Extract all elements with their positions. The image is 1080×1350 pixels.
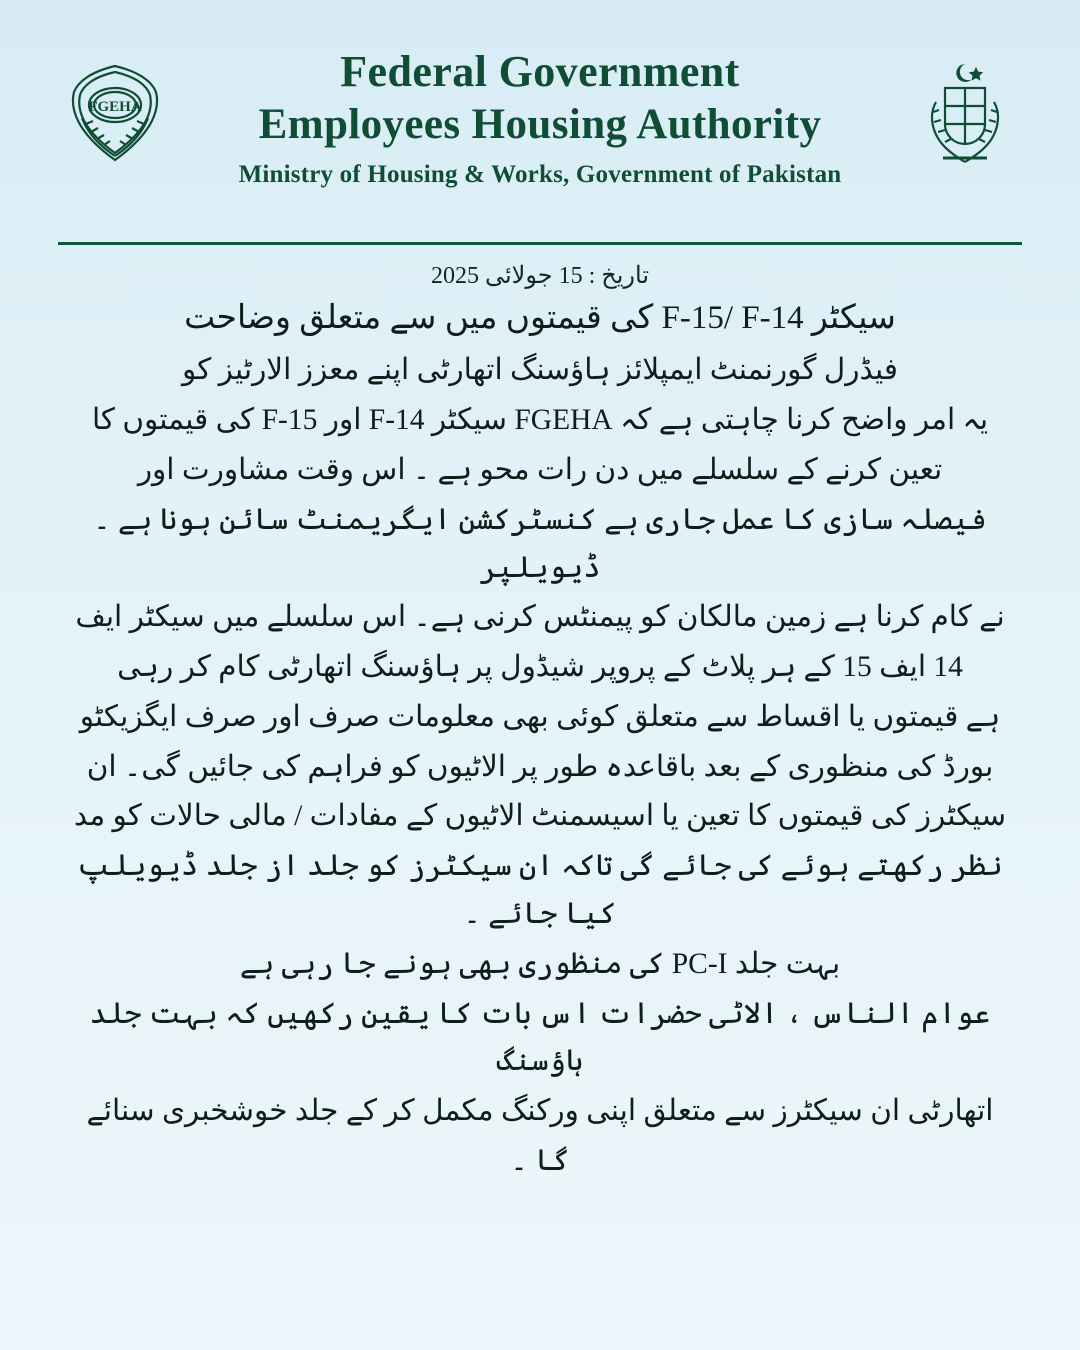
notice-paragraph: نے کام کرنا ہے زمین مالکان کو پیمنٹس کرنی ہے۔ اس سلسلے میں سیکٹر ایف [75,601,1005,634]
notice-paragraph: تعین کرنے کے سلسلے میں دن رات محو ہے ۔ اس وقت مشاورت اور [137,454,943,487]
notice-paragraph: 14 ایف 15 کے ہر پلاٹ کے پروپر شیڈول پر ہاؤسنگ اتھارٹی کام کر رہی [117,651,963,684]
ministry-subtitle: Ministry of Housing & Works, Government of Pakistan [238,160,842,188]
notice-paragraph: فیصلہ سازی کا عمل جاری ہے کنسٹرکشن ایگریمنٹ سائن ہونا ہے ۔ڈیویلپر [93,503,987,584]
fgeha-logo [60,58,170,168]
notice-body [30,290,1050,1186]
notice-paragraph: فیڈرل گورنمنٹ ایمپلائز ہاؤسنگ اتھارٹی اپنے معزز الارٹیز کو [182,354,898,387]
notice-paragraph: اتھارٹی ان سیکٹرز سے متعلق اپنی ورکنگ مکمل کر کے جلد خوشخبری سنائے [86,1095,994,1128]
org-title-line-2: Employees Housing Authority [258,100,822,148]
org-title-line-1: Federal Government [340,47,740,96]
notice-paragraph: نظر رکھتے ہوئے کی جائے گی تاکہ ان سیکٹرز کو جلد از جلد ڈیویلپ کیا جائے ۔ [77,850,1003,931]
header-titles [30,28,1050,189]
notice-paragraph: بہت جلد PC-I کی منظوری بھی ہونے جا رہی ہے [239,947,841,980]
header-divider [58,242,1022,245]
pakistan-state-emblem [910,58,1020,168]
notice-paragraph: بورڈ کی منظوری کے بعد باقاعدہ طور پر الاٹیوں کو فراہم کی جائیں گی۔ ان [86,750,994,783]
document-header [30,28,1050,228]
notice-paragraph: عوام الناس ، الاٹی حضرات اس بات کا یقین رکھیں کہ بہت جلد ہاؤسنگ [89,997,991,1078]
notice-paragraph: یہ امر واضح کرنا چاہتی ہے کہ FGEHA سیکٹر F-14 اور F-15 کی قیمتوں کا [91,404,989,437]
notice-paragraph: سیکٹرز کی قیمتوں کا تعین یا اسیسمنٹ الاٹیوں کے مفادات / مالی حالات کو مد [73,800,1007,833]
notice-headline: سیکٹر F-15/ F-14 کی قیمتوں میں سے متعلق وضاحت [184,300,896,336]
notice-paragraph: گا ۔ [510,1144,570,1177]
document-date: تاریخ : 15 جولائی 2025 [430,263,650,289]
svg-text:FGEHA: FGEHA [88,99,142,115]
notice-paragraph: ہے قیمتوں یا اقساط سے متعلق کوئی بھی معلومات صرف اور صرف ایگزیکٹو [79,700,1001,733]
